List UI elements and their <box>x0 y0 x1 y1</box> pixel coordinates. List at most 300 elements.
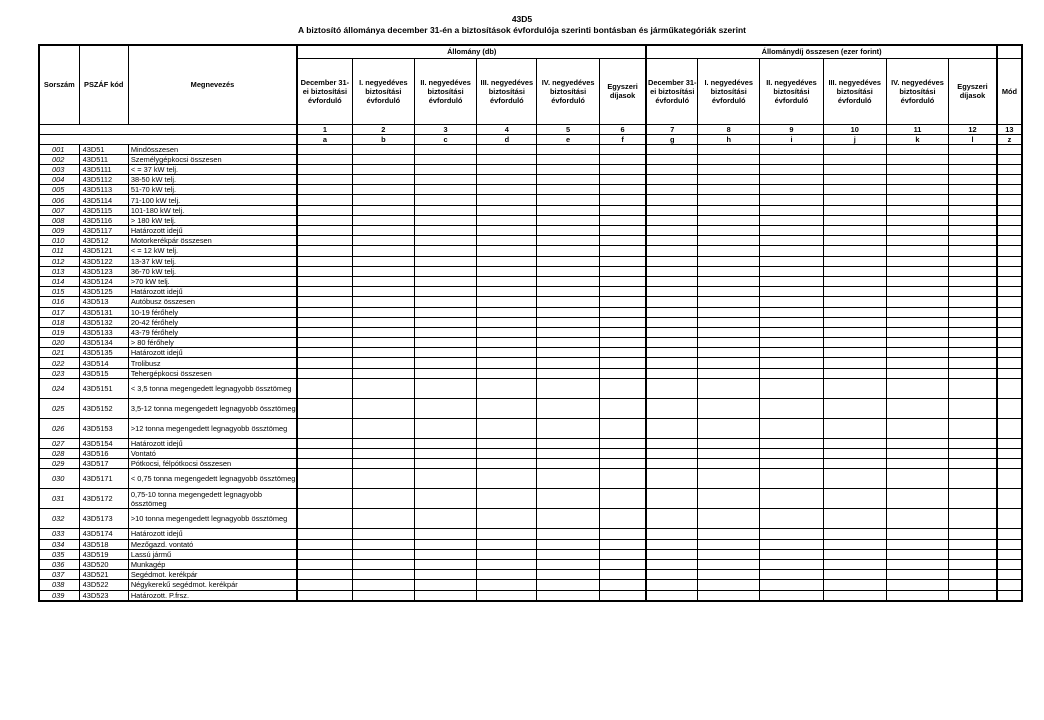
data-cell <box>646 570 697 580</box>
column-letter: l <box>949 134 997 144</box>
data-cell <box>698 154 760 164</box>
data-cell <box>646 175 697 185</box>
data-cell <box>477 590 537 601</box>
data-cell <box>297 215 352 225</box>
data-cell <box>823 449 886 459</box>
table-row <box>39 418 1022 438</box>
column-letter: i <box>760 134 823 144</box>
data-cell <box>760 297 823 307</box>
data-cell <box>646 164 697 174</box>
data-cell <box>949 195 997 205</box>
table-row <box>39 205 1022 215</box>
row-sorszam: 007 <box>39 205 79 215</box>
data-cell <box>823 297 886 307</box>
data-cell <box>297 469 352 489</box>
data-cell <box>352 590 414 601</box>
data-cell <box>949 559 997 569</box>
row-pszaf-kod: 43D512 <box>79 236 128 246</box>
data-cell <box>352 317 414 327</box>
data-cell <box>352 276 414 286</box>
row-sorszam: 009 <box>39 226 79 236</box>
data-cell <box>477 246 537 256</box>
data-cell <box>414 205 476 215</box>
data-cell <box>886 164 948 174</box>
data-cell <box>537 256 599 266</box>
data-cell <box>414 236 476 246</box>
data-cell <box>949 438 997 448</box>
data-cell <box>886 559 948 569</box>
data-cell <box>823 459 886 469</box>
data-cell <box>297 236 352 246</box>
data-cell <box>823 368 886 378</box>
data-cell <box>297 418 352 438</box>
data-cell <box>886 185 948 195</box>
data-cell <box>599 266 646 276</box>
data-cell <box>537 236 599 246</box>
data-cell <box>698 368 760 378</box>
data-cell <box>599 276 646 286</box>
data-cell <box>698 195 760 205</box>
data-cell <box>823 246 886 256</box>
data-cell <box>886 549 948 559</box>
data-cell <box>537 549 599 559</box>
data-cell <box>997 175 1022 185</box>
data-cell <box>599 205 646 215</box>
data-cell <box>698 164 760 174</box>
data-cell <box>997 154 1022 164</box>
data-cell <box>477 469 537 489</box>
data-cell <box>646 327 697 337</box>
data-cell <box>414 195 476 205</box>
data-cell <box>886 297 948 307</box>
data-cell <box>949 154 997 164</box>
table-row <box>39 539 1022 549</box>
data-cell <box>886 195 948 205</box>
row-megnevezes: < 3,5 tonna megengedett legnagyobb össztömeg <box>128 378 297 398</box>
row-pszaf-kod: 43D516 <box>79 449 128 459</box>
data-cell <box>698 226 760 236</box>
data-cell <box>997 195 1022 205</box>
data-cell <box>414 164 476 174</box>
data-cell <box>646 256 697 266</box>
data-cell <box>414 590 476 601</box>
data-cell <box>477 256 537 266</box>
data-cell <box>537 154 599 164</box>
row-sorszam: 033 <box>39 529 79 539</box>
data-cell <box>823 195 886 205</box>
data-cell <box>823 539 886 549</box>
data-cell <box>886 570 948 580</box>
data-cell <box>537 287 599 297</box>
data-cell <box>599 297 646 307</box>
data-cell <box>414 438 476 448</box>
data-cell <box>760 338 823 348</box>
data-cell <box>886 205 948 215</box>
column-letter: h <box>698 134 760 144</box>
data-cell <box>698 276 760 286</box>
row-pszaf-kod: 43D520 <box>79 559 128 569</box>
row-sorszam: 016 <box>39 297 79 307</box>
data-cell <box>886 256 948 266</box>
column-letter: z <box>997 134 1022 144</box>
data-cell <box>760 175 823 185</box>
row-megnevezes: < = 37 kW telj. <box>128 164 297 174</box>
data-cell <box>823 358 886 368</box>
row-sorszam: 014 <box>39 276 79 286</box>
data-cell <box>646 205 697 215</box>
data-cell <box>886 338 948 348</box>
row-sorszam: 023 <box>39 368 79 378</box>
data-cell <box>646 144 697 154</box>
data-cell <box>352 559 414 569</box>
data-cell <box>886 327 948 337</box>
row-megnevezes: Motorkerékpár összesen <box>128 236 297 246</box>
header-group-allomany: Állomány (db) <box>297 45 646 58</box>
data-cell <box>599 348 646 358</box>
data-cell <box>352 348 414 358</box>
data-cell <box>698 398 760 418</box>
header-sorszam: Sorszám <box>39 45 79 124</box>
data-cell <box>646 226 697 236</box>
data-cell <box>537 317 599 327</box>
data-cell <box>352 154 414 164</box>
row-pszaf-kod: 43D5151 <box>79 378 128 398</box>
data-cell <box>886 307 948 317</box>
data-cell <box>698 418 760 438</box>
column-letter: b <box>352 134 414 144</box>
data-cell <box>760 348 823 358</box>
data-cell <box>949 398 997 418</box>
data-cell <box>698 307 760 317</box>
data-cell <box>886 590 948 601</box>
column-number: 5 <box>537 124 599 134</box>
row-megnevezes: 36-70 kW telj. <box>128 266 297 276</box>
table-row <box>39 590 1022 601</box>
table-row <box>39 185 1022 195</box>
data-cell <box>537 580 599 590</box>
data-cell <box>599 449 646 459</box>
data-cell <box>599 287 646 297</box>
table-header <box>39 45 1022 144</box>
data-cell <box>949 297 997 307</box>
data-cell <box>823 175 886 185</box>
data-cell <box>414 529 476 539</box>
data-cell <box>698 529 760 539</box>
row-pszaf-kod: 43D519 <box>79 549 128 559</box>
data-cell <box>823 509 886 529</box>
data-cell <box>297 509 352 529</box>
data-cell <box>823 398 886 418</box>
table-row <box>39 307 1022 317</box>
row-pszaf-kod: 43D518 <box>79 539 128 549</box>
data-cell <box>949 489 997 509</box>
column-header: III. negyedéves biztosítási évforduló <box>823 58 886 124</box>
data-cell <box>823 317 886 327</box>
row-sorszam: 029 <box>39 459 79 469</box>
document-header <box>0 14 1044 36</box>
data-cell <box>537 297 599 307</box>
row-megnevezes: Segédmot. kerékpár <box>128 570 297 580</box>
report-table <box>38 44 1023 602</box>
data-cell <box>997 590 1022 601</box>
data-cell <box>477 459 537 469</box>
row-sorszam: 013 <box>39 266 79 276</box>
data-cell <box>352 236 414 246</box>
data-cell <box>997 449 1022 459</box>
column-header: II. negyedéves biztosítási évforduló <box>760 58 823 124</box>
data-cell <box>949 144 997 154</box>
data-cell <box>599 559 646 569</box>
data-cell <box>599 438 646 448</box>
data-cell <box>477 378 537 398</box>
data-cell <box>949 246 997 256</box>
data-cell <box>297 338 352 348</box>
data-cell <box>599 327 646 337</box>
data-cell <box>297 266 352 276</box>
data-cell <box>352 195 414 205</box>
column-header: December 31-ei biztosítási évforduló <box>297 58 352 124</box>
data-cell <box>414 297 476 307</box>
data-cell <box>537 205 599 215</box>
row-pszaf-kod: 43D515 <box>79 368 128 378</box>
data-cell <box>599 469 646 489</box>
data-cell <box>297 327 352 337</box>
data-cell <box>646 215 697 225</box>
data-cell <box>886 529 948 539</box>
data-cell <box>477 549 537 559</box>
data-cell <box>646 529 697 539</box>
data-cell <box>997 580 1022 590</box>
data-cell <box>760 226 823 236</box>
data-cell <box>477 276 537 286</box>
data-cell <box>537 378 599 398</box>
row-pszaf-kod: 43D523 <box>79 590 128 601</box>
data-cell <box>698 438 760 448</box>
data-cell <box>698 570 760 580</box>
data-cell <box>997 549 1022 559</box>
data-cell <box>537 559 599 569</box>
data-cell <box>352 580 414 590</box>
data-cell <box>823 529 886 539</box>
data-cell <box>537 509 599 529</box>
column-header: Mód <box>997 58 1022 124</box>
data-cell <box>760 398 823 418</box>
row-pszaf-kod: 43D5173 <box>79 509 128 529</box>
data-cell <box>949 236 997 246</box>
row-megnevezes: 101-180 kW telj. <box>128 205 297 215</box>
data-cell <box>599 175 646 185</box>
data-cell <box>760 287 823 297</box>
header-megnevezes: Megnevezés <box>128 45 297 124</box>
data-cell <box>823 164 886 174</box>
row-sorszam: 028 <box>39 449 79 459</box>
data-cell <box>760 327 823 337</box>
data-cell <box>646 398 697 418</box>
table-row <box>39 358 1022 368</box>
data-cell <box>997 307 1022 317</box>
data-cell <box>537 449 599 459</box>
data-cell <box>823 580 886 590</box>
table-row <box>39 154 1022 164</box>
data-cell <box>599 529 646 539</box>
data-cell <box>352 338 414 348</box>
data-cell <box>352 256 414 266</box>
data-cell <box>949 459 997 469</box>
data-cell <box>599 307 646 317</box>
data-cell <box>414 489 476 509</box>
data-cell <box>414 338 476 348</box>
data-cell <box>823 469 886 489</box>
data-cell <box>760 317 823 327</box>
data-cell <box>949 226 997 236</box>
row-sorszam: 035 <box>39 549 79 559</box>
row-sorszam: 018 <box>39 317 79 327</box>
data-cell <box>886 368 948 378</box>
data-cell <box>477 559 537 569</box>
data-cell <box>297 195 352 205</box>
data-cell <box>823 549 886 559</box>
data-cell <box>886 276 948 286</box>
data-cell <box>698 246 760 256</box>
row-megnevezes: Határozott idejű <box>128 287 297 297</box>
row-megnevezes: Határozott idejű <box>128 226 297 236</box>
data-cell <box>997 529 1022 539</box>
data-cell <box>698 236 760 246</box>
data-cell <box>760 549 823 559</box>
column-letter: k <box>886 134 948 144</box>
data-cell <box>297 489 352 509</box>
row-megnevezes: Négykerekű segédmot. kerékpár <box>128 580 297 590</box>
data-cell <box>599 398 646 418</box>
data-cell <box>599 368 646 378</box>
data-cell <box>599 226 646 236</box>
data-cell <box>646 195 697 205</box>
data-cell <box>537 276 599 286</box>
data-cell <box>477 154 537 164</box>
data-cell <box>477 175 537 185</box>
data-cell <box>599 539 646 549</box>
data-cell <box>997 266 1022 276</box>
data-cell <box>997 338 1022 348</box>
table-row <box>39 338 1022 348</box>
data-cell <box>414 418 476 438</box>
data-cell <box>886 539 948 549</box>
row-megnevezes: < 0,75 tonna megengedett legnagyobb össztömeg <box>128 469 297 489</box>
data-cell <box>297 378 352 398</box>
data-cell <box>760 256 823 266</box>
table-row <box>39 459 1022 469</box>
column-number: 2 <box>352 124 414 134</box>
data-cell <box>414 185 476 195</box>
data-cell <box>297 317 352 327</box>
row-pszaf-kod: 43D5171 <box>79 469 128 489</box>
data-cell <box>646 154 697 164</box>
data-cell <box>297 226 352 236</box>
data-cell <box>698 539 760 549</box>
data-cell <box>599 549 646 559</box>
data-cell <box>886 236 948 246</box>
row-megnevezes: Trolibusz <box>128 358 297 368</box>
row-megnevezes: Mezőgazd. vontató <box>128 539 297 549</box>
table-row <box>39 398 1022 418</box>
data-cell <box>823 418 886 438</box>
row-pszaf-kod: 43D5112 <box>79 175 128 185</box>
column-letter: j <box>823 134 886 144</box>
row-sorszam: 036 <box>39 559 79 569</box>
data-cell <box>886 348 948 358</box>
data-cell <box>297 368 352 378</box>
data-cell <box>477 266 537 276</box>
header-group-allomanydij: Állománydíj összesen (ezer forint) <box>646 45 996 58</box>
data-cell <box>997 236 1022 246</box>
row-pszaf-kod: 43D517 <box>79 459 128 469</box>
data-cell <box>352 489 414 509</box>
data-cell <box>477 317 537 327</box>
data-cell <box>477 144 537 154</box>
data-cell <box>949 469 997 489</box>
table-body <box>39 144 1022 601</box>
table-row <box>39 256 1022 266</box>
row-pszaf-kod: 43D5152 <box>79 398 128 418</box>
data-cell <box>414 398 476 418</box>
data-cell <box>477 570 537 580</box>
row-megnevezes: Határozott. P.frsz. <box>128 590 297 601</box>
column-header: Egyszeri díjasok <box>599 58 646 124</box>
data-cell <box>949 185 997 195</box>
data-cell <box>537 348 599 358</box>
column-header: I. negyedéves biztosítási évforduló <box>698 58 760 124</box>
data-cell <box>297 539 352 549</box>
table-row <box>39 195 1022 205</box>
data-cell <box>823 378 886 398</box>
data-cell <box>414 256 476 266</box>
data-cell <box>698 185 760 195</box>
column-letter: e <box>537 134 599 144</box>
data-cell <box>297 449 352 459</box>
table-row <box>39 327 1022 337</box>
data-cell <box>414 307 476 317</box>
column-letter: d <box>477 134 537 144</box>
data-cell <box>997 368 1022 378</box>
row-pszaf-kod: 43D5115 <box>79 205 128 215</box>
data-cell <box>997 378 1022 398</box>
data-cell <box>477 226 537 236</box>
data-cell <box>297 580 352 590</box>
data-cell <box>997 469 1022 489</box>
row-megnevezes: 10-19 férőhely <box>128 307 297 317</box>
data-cell <box>949 449 997 459</box>
data-cell <box>646 378 697 398</box>
data-cell <box>997 438 1022 448</box>
row-sorszam: 032 <box>39 509 79 529</box>
data-cell <box>297 164 352 174</box>
column-number: 10 <box>823 124 886 134</box>
data-cell <box>823 307 886 317</box>
data-cell <box>297 358 352 368</box>
data-cell <box>297 276 352 286</box>
data-cell <box>886 580 948 590</box>
data-cell <box>477 185 537 195</box>
column-header: II. negyedéves biztosítási évforduló <box>414 58 476 124</box>
data-cell <box>414 509 476 529</box>
column-number: 13 <box>997 124 1022 134</box>
row-pszaf-kod: 43D5124 <box>79 276 128 286</box>
data-cell <box>414 559 476 569</box>
column-header: December 31-ei biztosítási évforduló <box>646 58 697 124</box>
table-title: A biztosító állománya december 31-én a biztosítások évfordulója szerinti bontásban és járműkategóriák szerint <box>298 25 746 35</box>
column-number: 8 <box>698 124 760 134</box>
data-cell <box>997 418 1022 438</box>
